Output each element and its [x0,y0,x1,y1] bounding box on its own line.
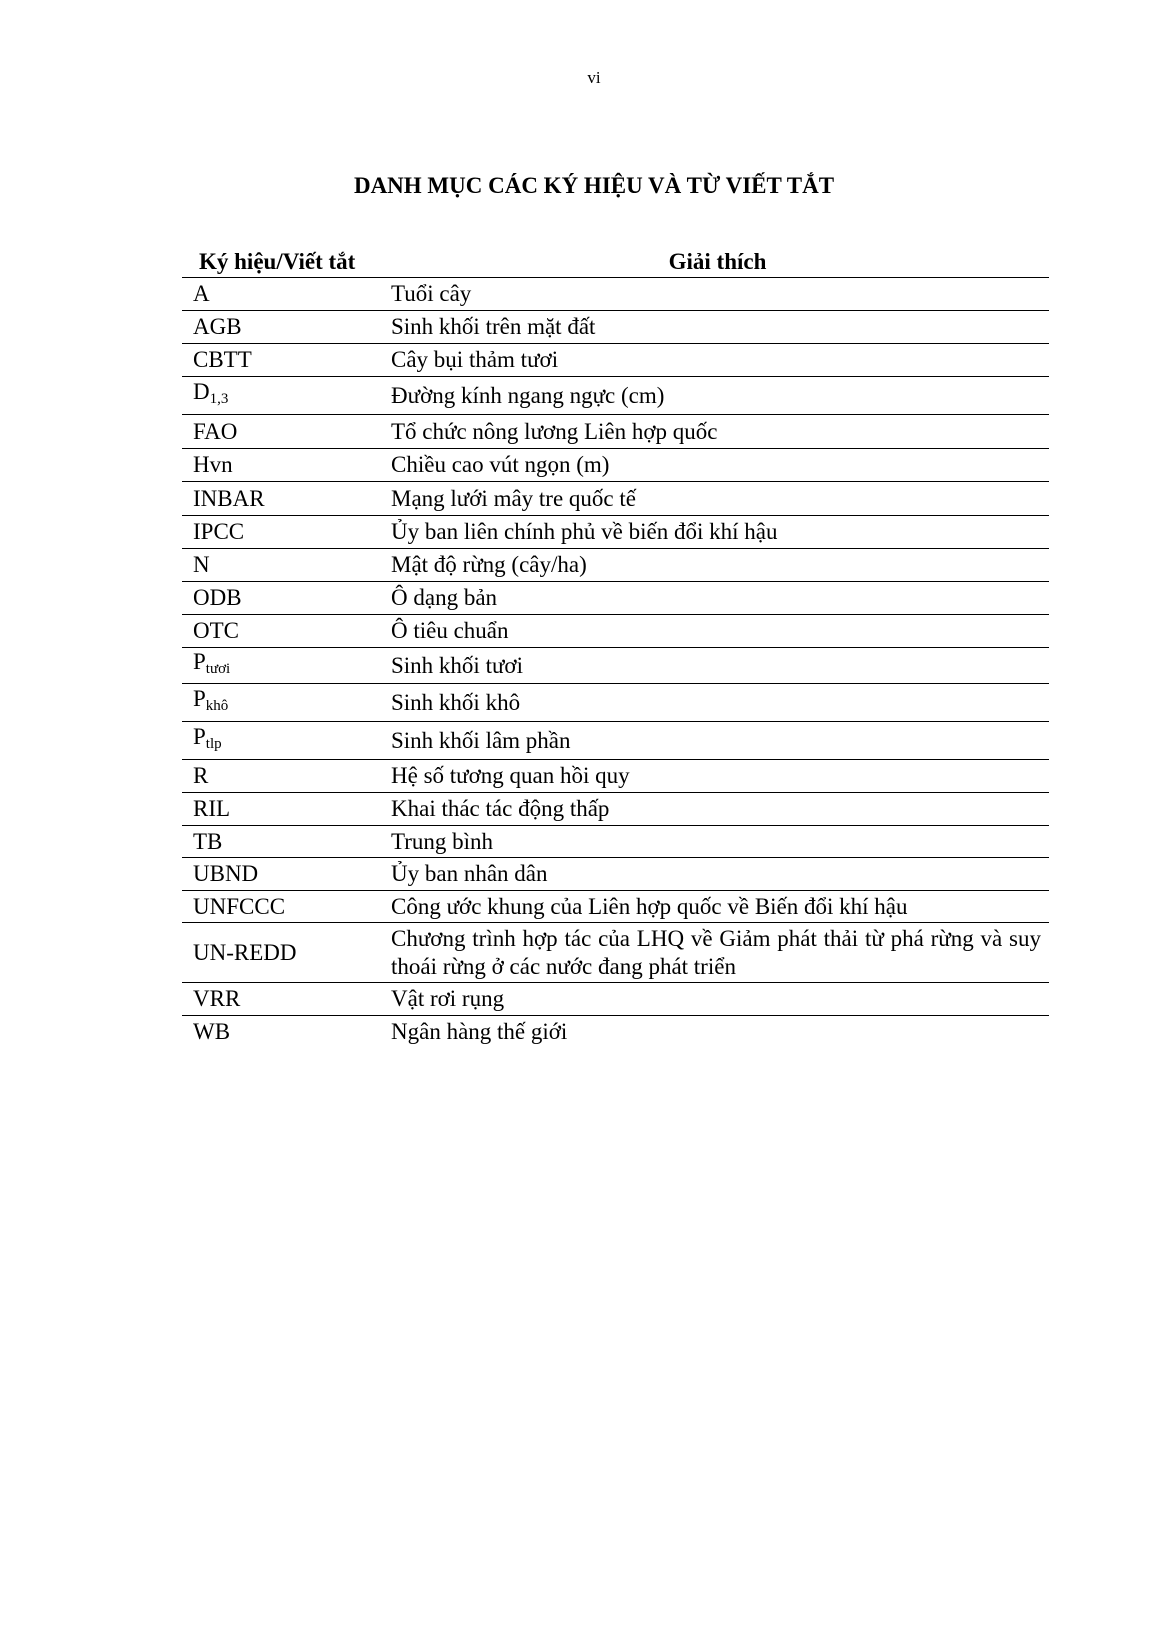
symbol-subscript: 1,3 [209,391,229,407]
table-row [182,615,1049,648]
description-cell: Chương trình hợp tác của LHQ về Giảm phát thải từ phá rừng và suy thoái rừng ở các nước đang phát triển [386,923,1049,983]
symbol-cell [182,615,386,648]
description-cell: Ngân hàng thế giới [391,1018,568,1044]
header-description: Giải thích [386,235,1049,278]
symbol-cell [182,858,386,891]
symbol-text: UNFCCC [193,893,286,919]
symbol-text: TB [193,828,223,854]
table-body [182,278,1049,1048]
table-header-row [182,235,1049,278]
page-number: vi [587,68,601,87]
symbol-cell [182,684,386,722]
symbol-cell [182,516,386,549]
table-row [182,891,1049,923]
table-row [182,923,1049,983]
symbol-text: AGB [193,314,242,339]
table-row [182,983,1049,1016]
description-cell: Trung bình [386,826,1049,858]
symbol-cell [182,582,386,615]
table-row [182,516,1049,549]
symbol-cell [182,311,386,344]
table-row [182,760,1049,793]
symbol-subscript: khô [205,698,229,714]
symbol-text: UBND [193,861,259,886]
symbol-text: CBTT [193,347,252,372]
description-cell: Vật rơi rụng [386,983,1049,1016]
symbol-subscript: tươi [205,661,231,677]
symbol-text: A [193,281,210,306]
symbol-cell [182,648,386,684]
symbol-text: D [193,379,210,404]
symbol-text: P [193,724,206,749]
table-row [182,377,1049,415]
description-cell: Đường kính ngang ngực (cm) [386,377,1049,415]
symbol-text: WB [193,1018,231,1044]
table-row [182,793,1049,826]
description-cell: Sinh khối lâm phần [386,722,1049,760]
symbol-cell [182,549,386,582]
table-row [182,826,1049,858]
table-row [182,449,1049,482]
symbol-cell [182,1016,386,1048]
table-row [182,684,1049,722]
symbol-cell [182,482,386,516]
page-title: DANH MỤC CÁC KÝ HIỆU VÀ TỪ VIẾT TẮT [353,173,835,198]
symbol-cell [182,377,386,415]
table-row [182,582,1049,615]
symbol-subscript: tlp [205,736,222,752]
symbol-cell [182,793,386,826]
symbol-cell [182,923,386,983]
description-cell: Sinh khối khô [386,684,1049,722]
description-cell: Cây bụi thảm tươi [386,344,1049,377]
symbol-text: FAO [193,418,238,444]
description-cell: Ủy ban nhân dân [386,858,1049,891]
symbol-text: P [193,686,206,711]
symbol-cell [182,826,386,858]
description-cell: Ô tiêu chuẩn [386,615,1049,648]
symbol-text: Hvn [193,452,233,477]
table-row [182,549,1049,582]
header-symbol: Ký hiệu/Viết tắt [182,235,386,278]
symbol-cell [182,983,386,1016]
table-row [182,482,1049,516]
table-row [182,311,1049,344]
description-cell: Hệ số tương quan hồi quy [386,760,1049,793]
description-cell: Công ước khung của Liên hợp quốc về Biến đổi khí hậu [386,891,1049,923]
symbol-text: RIL [193,796,231,821]
symbol-text: INBAR [193,485,265,511]
symbol-cell [182,278,386,311]
symbol-cell [182,449,386,482]
symbol-text: VRR [193,986,241,1011]
table-row [182,415,1049,449]
description-cell: Chiều cao vút ngọn (m) [386,449,1049,482]
symbol-cell [182,415,386,449]
description-cell: Mật độ rừng (cây/ha) [386,549,1049,582]
description-cell: Tổ chức nông lương Liên hợp quốc [386,415,1049,449]
symbol-cell [182,891,386,923]
symbol-text: IPCC [193,519,245,544]
symbol-text: OTC [193,618,239,643]
symbol-text: P [193,649,206,674]
table-row [182,1016,1049,1048]
description-cell: Sinh khối tươi [386,648,1049,684]
description-cell: Ủy ban liên chính phủ về biến đổi khí hậu [386,516,1049,549]
description-cell: Mạng lưới mây tre quốc tế [386,482,1049,516]
table-row [182,648,1049,684]
symbol-text: ODB [193,585,242,610]
description-cell: Ô dạng bản [386,582,1049,615]
description-cell: Khai thác tác động thấp [386,793,1049,826]
symbol-cell [182,344,386,377]
table-row [182,858,1049,891]
abbreviations-table [182,235,1049,1048]
symbol-text: N [193,552,210,577]
symbol-cell [182,760,386,793]
table-row [182,278,1049,311]
table-row [182,344,1049,377]
description-cell: Tuổi cây [386,278,1049,311]
table-row [182,722,1049,760]
symbol-text: R [193,763,209,788]
symbol-cell [182,722,386,760]
symbol-text: UN-REDD [193,939,297,965]
description-cell: Sinh khối trên mặt đất [386,311,1049,344]
